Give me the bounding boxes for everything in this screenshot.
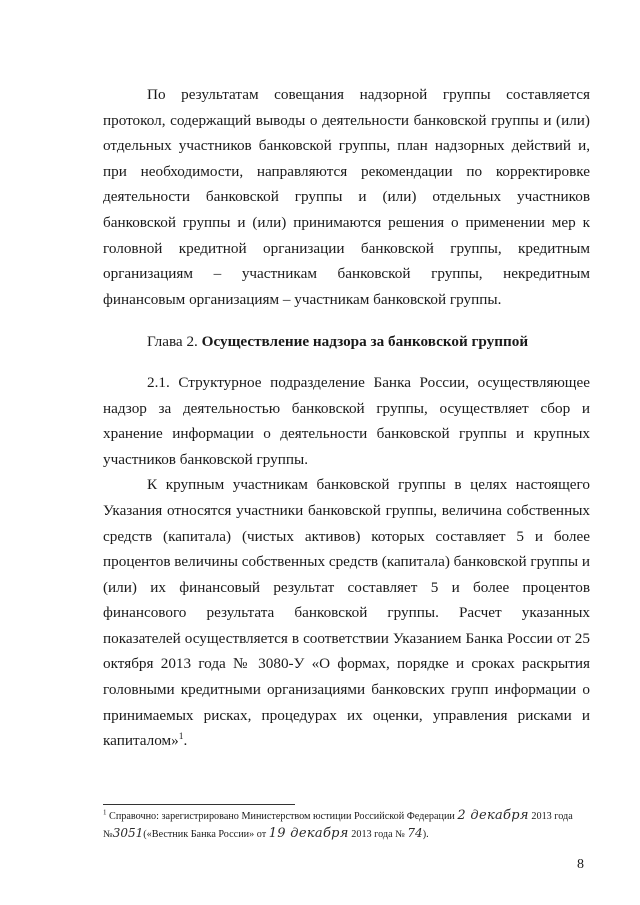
footnote-text-1: Справочно: зарегистрировано Министерством юстиции Российской Федерации [109, 811, 455, 822]
footnote-divider [103, 804, 295, 805]
handwritten-date-registration: 2 декабря [457, 808, 529, 823]
paragraph-large-participants: К крупным участникам банковской группы в целях настоящего Указания относятся участники банковской группы, величина собственных средств (капитала) (чистых активов) которых составляет 5 и более процентов величины собственных средств (капитала) банковской группы и (или) их финансовый результат составляет 5 и более процентов финансового результата банковской группы. Расчет указанных показателей осуществляется в соответствии Указанием Банка России от 25 октября 2013 года № 3080-У «О формах, порядке и сроках раскрытия головными кредитными организациями банковских групп информации о принимаемых рисках, процедурах их оценки, управления рисками и капиталом»$^1$. [103, 476, 591, 750]
paragraph-large-text: К крупным участникам банковской группы в целях настоящего Указания относятся участники банковской группы, величина собственных средств (капитала) (чистых активов) которых составляет 5 и более процентов величины собственных средств (капитала) банковской группы и (или) их финансовый результат составляет 5 и более процентов финансового результата банковской группы. Расчет указанных показателей осуществляется в соответствии Указанием Банка России от 25 октября 2013 года № 3080-У «О формах, порядке и сроках раскрытия головными кредитными организациями банковских групп информации о принимаемых рисках, процедурах их оценки, управления рисками и капиталом» [103, 476, 591, 750]
page-number: 8 [577, 857, 584, 872]
chapter-heading [103, 329, 590, 355]
footnote-text-6: ). [422, 829, 429, 840]
paragraph-protocol: По результатам совещания надзорной группы составляется протокол, содержащий выводы о деятельности банковской группы и (или) отдельных участников банковской группы, план надзорных действий и, при необходимости, направляются рекомендации по корректировке деятельности банковской группы и (или) отдельных участников банковской группы и (или) принимаются решения о применении мер к головной кредитной организации банковской группы, кредитным организациям – участникам банковской группы, некредитным финансовым организациям – участникам банковской группы. [103, 86, 590, 308]
chapter-title: Осуществление надзора за банковской группой [201, 333, 529, 351]
footnote-text-4: («Вестник Банка России» от [143, 829, 267, 840]
footnote-text-2: 2013 года [531, 811, 573, 822]
footnote-text-3: № [103, 829, 113, 840]
footnote [103, 808, 593, 843]
chapter-prefix: Глава 2. [147, 333, 198, 351]
paragraph-2-1: 2.1. Структурное подразделение Банка России, осуществляющее надзор за деятельностью банковской группы, осуществляет сбор и хранение информации о деятельности банковской группы и крупных участников банковской группы. [103, 373, 590, 468]
handwritten-date-bulletin: 19 декабря [268, 826, 349, 841]
footnote-reference[interactable]: 1 [178, 732, 184, 743]
body-text [103, 82, 590, 754]
footnote-marker: 1 [103, 808, 107, 817]
footnote-text-5: 2013 года № [351, 829, 405, 840]
handwritten-issue-number: 74 [407, 826, 423, 840]
handwritten-registration-number: 3051 [112, 826, 144, 840]
